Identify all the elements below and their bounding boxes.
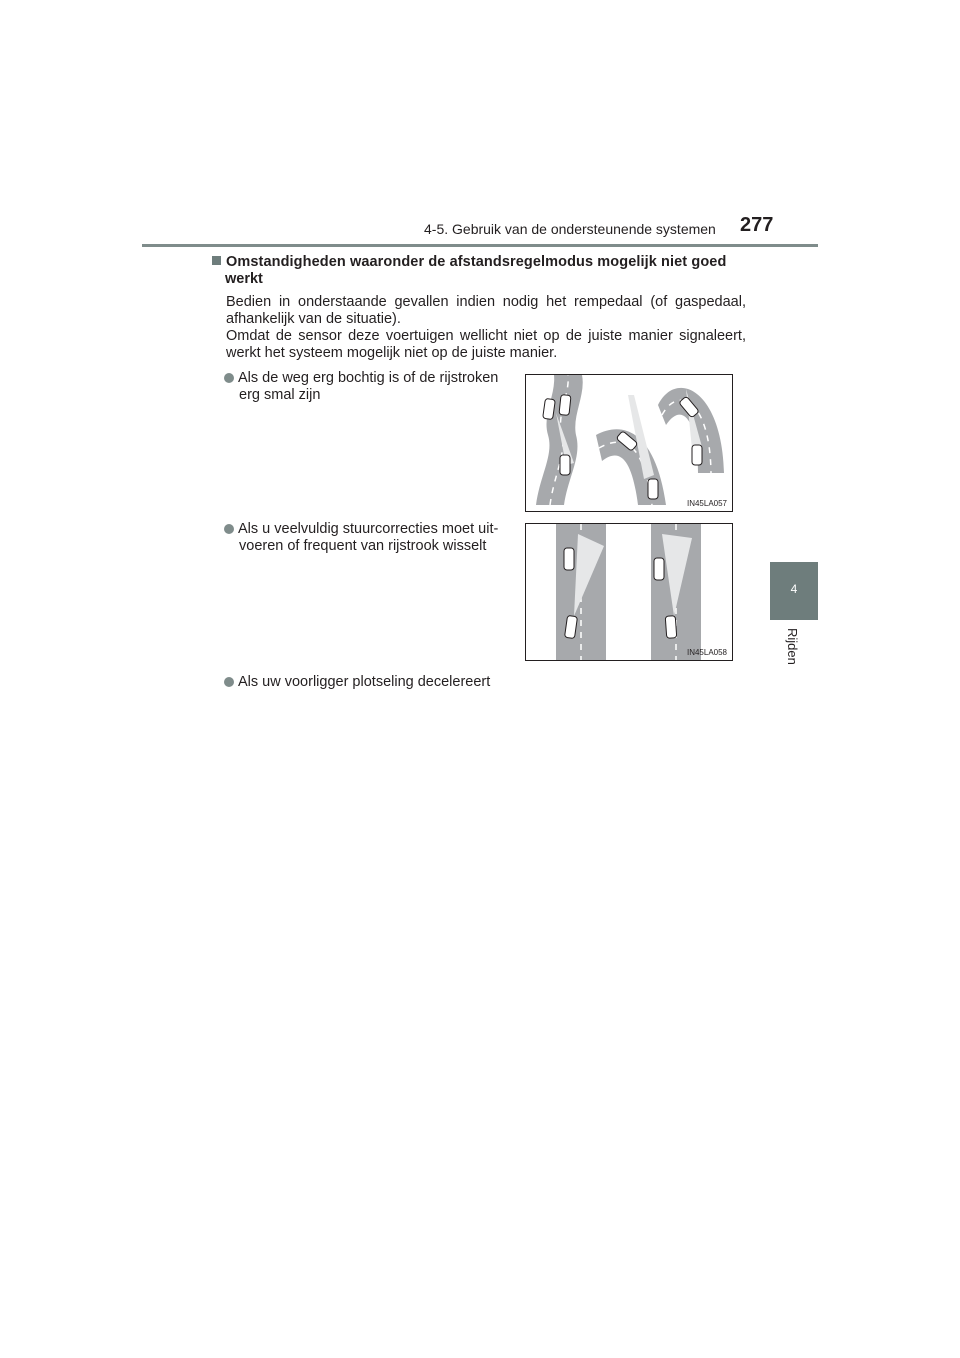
bullet-line-1: Als u veelvuldig stuurcorrecties moet uit- bbox=[238, 521, 499, 537]
bullet-steering-corrections bbox=[224, 521, 524, 555]
chapter-number: 4 bbox=[790, 582, 798, 596]
car-icon bbox=[654, 558, 664, 580]
figure-code: IN45LA058 bbox=[686, 648, 727, 657]
paragraph-2: Omdat de sensor deze voertuigen wellicht niet op de juiste manier signaleert, werkt het systeem mogelijk niet op de juiste manier. bbox=[226, 328, 746, 361]
figure-code: IN45LA057 bbox=[686, 499, 727, 508]
bullet-dot-icon bbox=[224, 373, 234, 383]
bullet-line-1: Als de weg erg bochtig is of de rijstroken bbox=[238, 370, 499, 386]
car-icon bbox=[564, 548, 574, 570]
car-icon bbox=[559, 395, 571, 416]
chapter-label: Rijden bbox=[785, 628, 800, 665]
car-icon bbox=[560, 455, 570, 475]
car-icon bbox=[648, 479, 658, 499]
page-number: 277 bbox=[740, 214, 774, 236]
curvy-roads-illustration bbox=[526, 375, 732, 511]
paragraph-1: Bedien in onderstaande gevallen indien nodig het rempedaal (of gaspedaal, afhankelijk van de situatie). bbox=[226, 294, 746, 327]
figure-curvy-roads bbox=[525, 374, 733, 512]
car-icon bbox=[665, 616, 677, 639]
car-icon bbox=[543, 398, 556, 419]
page-header-title: 4-5. Gebruik van de ondersteunende systemen bbox=[424, 221, 716, 237]
heading-line-1: Omstandigheden waaronder de afstandsregelmodus mogelijk niet goed bbox=[226, 254, 727, 270]
lane-changes-illustration bbox=[526, 524, 732, 660]
bullet-sudden-deceleration bbox=[224, 674, 524, 691]
bullet-curvy-road bbox=[224, 370, 524, 404]
winding-road-left bbox=[536, 375, 583, 505]
header-rule bbox=[142, 244, 818, 247]
chapter-tab bbox=[770, 562, 818, 620]
bullet-line-2: voeren of frequent van rijstrook wisselt bbox=[239, 538, 487, 554]
figure-lane-changes bbox=[525, 523, 733, 661]
heading-square-icon bbox=[212, 256, 221, 265]
section-heading bbox=[212, 254, 752, 288]
heading-line-2: werkt bbox=[225, 271, 263, 287]
bullet-dot-icon bbox=[224, 524, 234, 534]
car-icon bbox=[692, 445, 702, 465]
bullet-line-1: Als uw voorligger plotseling decelereert bbox=[238, 674, 491, 690]
bullet-line-2: erg smal zijn bbox=[239, 387, 321, 403]
bullet-dot-icon bbox=[224, 677, 234, 687]
